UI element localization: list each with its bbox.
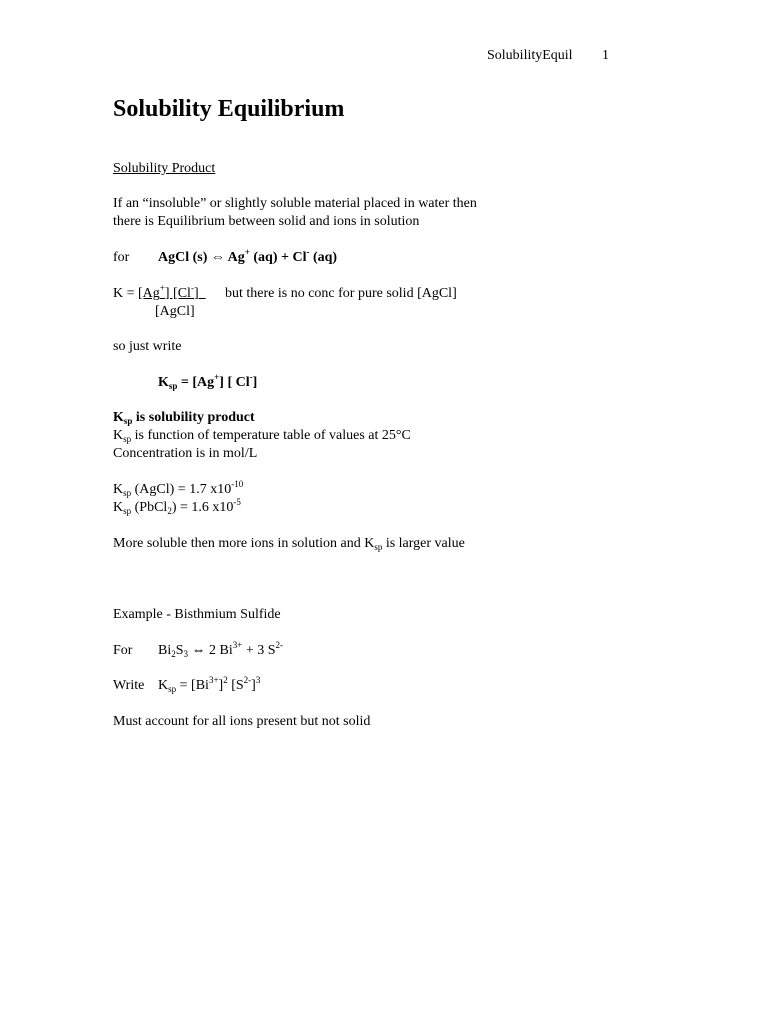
page-header [487, 47, 573, 64]
example-title: Example - Bisthmium Sulfide [113, 607, 281, 622]
ksp-temperature-note: $K_{sp}$ is function of temperature table of values at 25°C [113, 428, 411, 444]
k-expression: K = [Ag+] [Cl-] [113, 285, 206, 302]
ksp-agcl-value: $K_{sp}$ (AgCl) = 1.7 $x10^{-10}$ [113, 479, 244, 498]
eq2-reaction: $Bi_2S_3$ ⇔ 2 $Bi^{3+} + 3$ $S^{2-}$ [158, 640, 284, 659]
intro-line-1: If an “insoluble” or slightly soluble material placed in water then [113, 196, 477, 211]
k-numerator: [Ag+] [Cl-] [138, 283, 199, 301]
concentration-note: Concentration is in mol/L [113, 446, 258, 461]
write-label: Write [113, 678, 145, 693]
final-note: Must account for all ions present but not solid [113, 714, 371, 729]
write-expression: $K_{sp} = [Bi^{3+}]^2$ $[S^{2-}]^3$ [158, 675, 261, 694]
more-soluble-note: More soluble then more ions in solution and $K_{sp}$ is larger value [113, 536, 465, 552]
section-heading: Solubility Product [113, 161, 216, 176]
page-number: 1 [602, 48, 609, 63]
eq2-for-label: For [113, 643, 133, 658]
so-just-write: so just write [113, 339, 182, 354]
page-title: Solubility Equilibrium [113, 96, 345, 122]
header-doc-name: SolubilityEquil [487, 48, 573, 63]
ksp-definition: $K_{sp}$ is solubility product [113, 410, 255, 426]
eq1-for-label: for [113, 250, 130, 265]
ksp-expression: $K_{sp} = [Ag^+]$ [ Cl-] [158, 372, 258, 391]
eq1-reaction: AgCl (s) ⇔ Ag+ (aq) + Cl- (aq) [158, 247, 338, 265]
k-denominator: [AgCl] [155, 304, 195, 319]
intro-line-2: there is Equilibrium between solid and ions in solution [113, 214, 420, 229]
double-arrow-icon: ⇔ [210, 250, 225, 265]
k-note: but there is no conc for pure solid [AgCl] [225, 286, 457, 301]
double-arrow-icon: ⇔ [188, 643, 210, 658]
ksp-pbcl2-value: $K_{sp}$ (PbCl$_2$) = 1.6 $x10^{-5}$ [113, 497, 241, 516]
